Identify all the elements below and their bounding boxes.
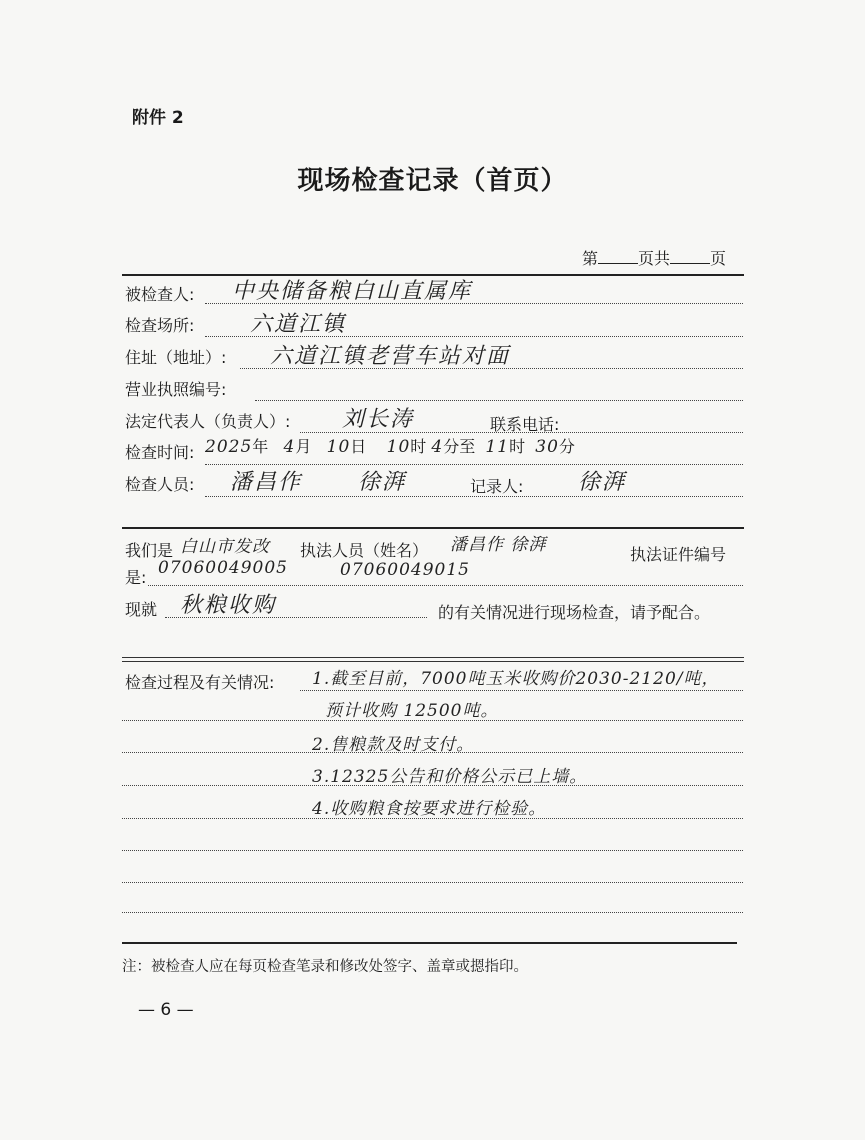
- location-label: 检查场所:: [125, 316, 195, 335]
- cert-label: 执法证件编号: [630, 545, 727, 564]
- time-end-hour: 11: [485, 437, 510, 457]
- address-label: 住址（地址）:: [125, 348, 227, 367]
- process-label: 检查过程及有关情况:: [125, 673, 275, 692]
- inspectors-label: 检查人员:: [125, 475, 195, 494]
- inspectors-line: [205, 496, 743, 497]
- officers-label: 执法人员（姓名）: [300, 541, 429, 560]
- topic-line: [165, 617, 427, 618]
- section-rule-1: [122, 527, 744, 529]
- process-line-1: 1.截至目前，7000吨玉米收购价2030-2120/吨，: [312, 669, 720, 689]
- footnote: 注：被检查人应在每页检查笔录和修改处签字、盖章或摁指印。: [122, 959, 528, 975]
- topic-value: 秋粮收购: [180, 593, 277, 618]
- cert-number-1: 07060049005: [158, 558, 288, 578]
- page-title: 现场检查记录（首页）: [297, 166, 568, 196]
- license-label: 营业执照编号:: [125, 380, 227, 399]
- inspectee-value: 中央储备粮白山直属库: [232, 279, 473, 304]
- process-rule: [122, 850, 743, 851]
- recorder-value: 徐湃: [578, 470, 627, 495]
- officers-value: 潘昌作 徐湃: [450, 535, 547, 555]
- process-rule: [122, 818, 743, 819]
- time-year: 2025: [205, 437, 253, 457]
- cert-is-label: 是:: [125, 568, 147, 587]
- inspector-2: 徐湃: [358, 470, 407, 495]
- process-line-3: 2.售粮款及时支付。: [312, 735, 475, 755]
- page-footer-number: — 6 —: [138, 1000, 194, 1020]
- cert-line: [148, 585, 743, 586]
- process-rule: [300, 690, 743, 691]
- process-line-5: 4.收购粮食按要求进行检验。: [312, 799, 547, 819]
- time-start-minute: 4: [431, 437, 444, 457]
- recorder-label: 记录人:: [470, 477, 524, 496]
- time-start-hour: 10: [386, 437, 411, 457]
- section-rule-2b: [122, 661, 744, 662]
- agency-value: 白山市发改: [180, 537, 270, 557]
- legal-rep-line: [300, 432, 743, 433]
- we-are-label: 我们是: [125, 541, 174, 560]
- process-rule: [122, 785, 743, 786]
- address-value: 六道江镇老营车站对面: [270, 344, 511, 369]
- statement-tail: 的有关情况进行现场检查，请予配合。: [438, 603, 711, 622]
- legal-rep-value: 刘长涛: [342, 407, 415, 432]
- process-line-4: 3.12325公告和价格公示已上墙。: [312, 767, 588, 787]
- process-rule: [122, 752, 743, 753]
- license-line: [255, 400, 743, 401]
- time-end-minute: 30: [535, 437, 559, 457]
- time-day: 10: [326, 437, 351, 457]
- section-rule-2a: [122, 657, 744, 658]
- time-month: 4: [283, 437, 296, 457]
- legal-rep-label: 法定代表人（负责人）:: [125, 412, 291, 431]
- section-rule-3: [122, 942, 737, 944]
- location-line: [205, 336, 743, 337]
- inspectee-label: 被检查人:: [125, 285, 195, 304]
- process-rule: [122, 882, 743, 883]
- attachment-label: 附件 2: [132, 108, 184, 128]
- inspection-time: 2025年 4月 10日 10时 4分至 11时 30分: [205, 437, 575, 457]
- location-value: 六道江镇: [250, 312, 347, 337]
- inspectee-line: [205, 303, 743, 304]
- inspector-1: 潘昌作: [230, 470, 303, 495]
- process-line-2: 预计收购 12500吨。: [325, 701, 499, 721]
- phone-label: 联系电话:: [490, 415, 560, 434]
- time-label: 检查时间:: [125, 443, 195, 462]
- address-line: [240, 368, 743, 369]
- cert-number-2: 07060049015: [340, 560, 470, 580]
- process-rule: [122, 720, 743, 721]
- process-rule: [122, 912, 743, 913]
- page-number: 第 页共 页: [582, 249, 727, 268]
- now-label: 现就: [125, 600, 158, 619]
